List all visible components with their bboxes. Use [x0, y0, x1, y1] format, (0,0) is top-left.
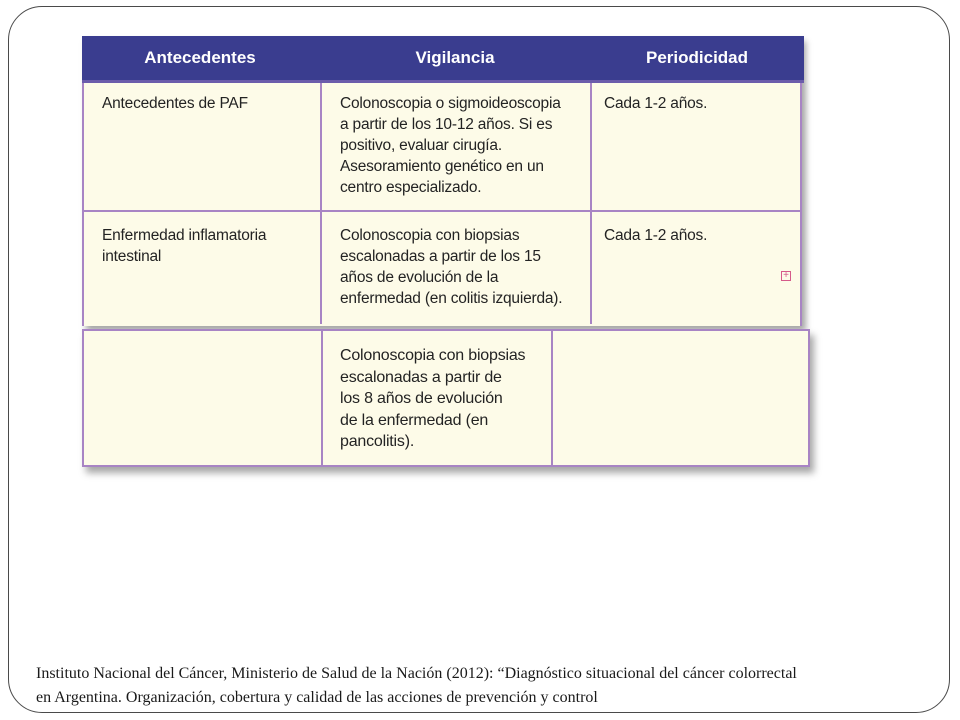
row2-vigilancia: Colonoscopia con biopsias escalonadas a partir de los 15 años de evolución de la enfermedad (en colitis izquierda).	[340, 227, 563, 307]
row-divider	[84, 210, 802, 212]
row1-periodicidad: Cada 1-2 años.	[604, 95, 708, 112]
source-caption	[36, 662, 948, 710]
table-header-row	[82, 36, 804, 83]
header-vigilancia: Vigilancia	[415, 48, 495, 67]
row3-vigilancia: Colonoscopia con biopsias escalonadas a partir de los 8 años de evolución de la enfermedad (en pancolitis).	[340, 347, 526, 450]
row2-periodicidad: Cada 1-2 años.	[604, 227, 708, 244]
caption-line-1: Instituto Nacional del Cáncer, Ministerio de Salud de la Nación (2012): “Diagnóstico situacional del cáncer colorrectal	[36, 665, 797, 682]
caption-line-2: en Argentina. Organización, cobertura y calidad de las acciones de prevención y control	[36, 689, 598, 706]
row2-antecedentes: Enfermedad inflamatoria intestinal	[102, 227, 267, 265]
column-divider	[551, 331, 553, 465]
header-antecedentes: Antecedentes	[144, 48, 256, 67]
row1-vigilancia: Colonoscopia o sigmoideoscopia a partir de los 10-12 años. Si es positivo, evaluar cirugía. Asesoramiento genético en un centro especializado.	[340, 95, 561, 196]
screening-table-continuation	[82, 329, 810, 467]
column-divider	[321, 331, 323, 465]
expand-icon[interactable]: +	[781, 271, 791, 281]
screening-table	[82, 36, 802, 326]
column-divider	[590, 83, 592, 324]
header-periodicidad: Periodicidad	[645, 48, 749, 67]
row1-antecedentes: Antecedentes de PAF	[102, 95, 248, 112]
column-divider	[320, 83, 322, 324]
